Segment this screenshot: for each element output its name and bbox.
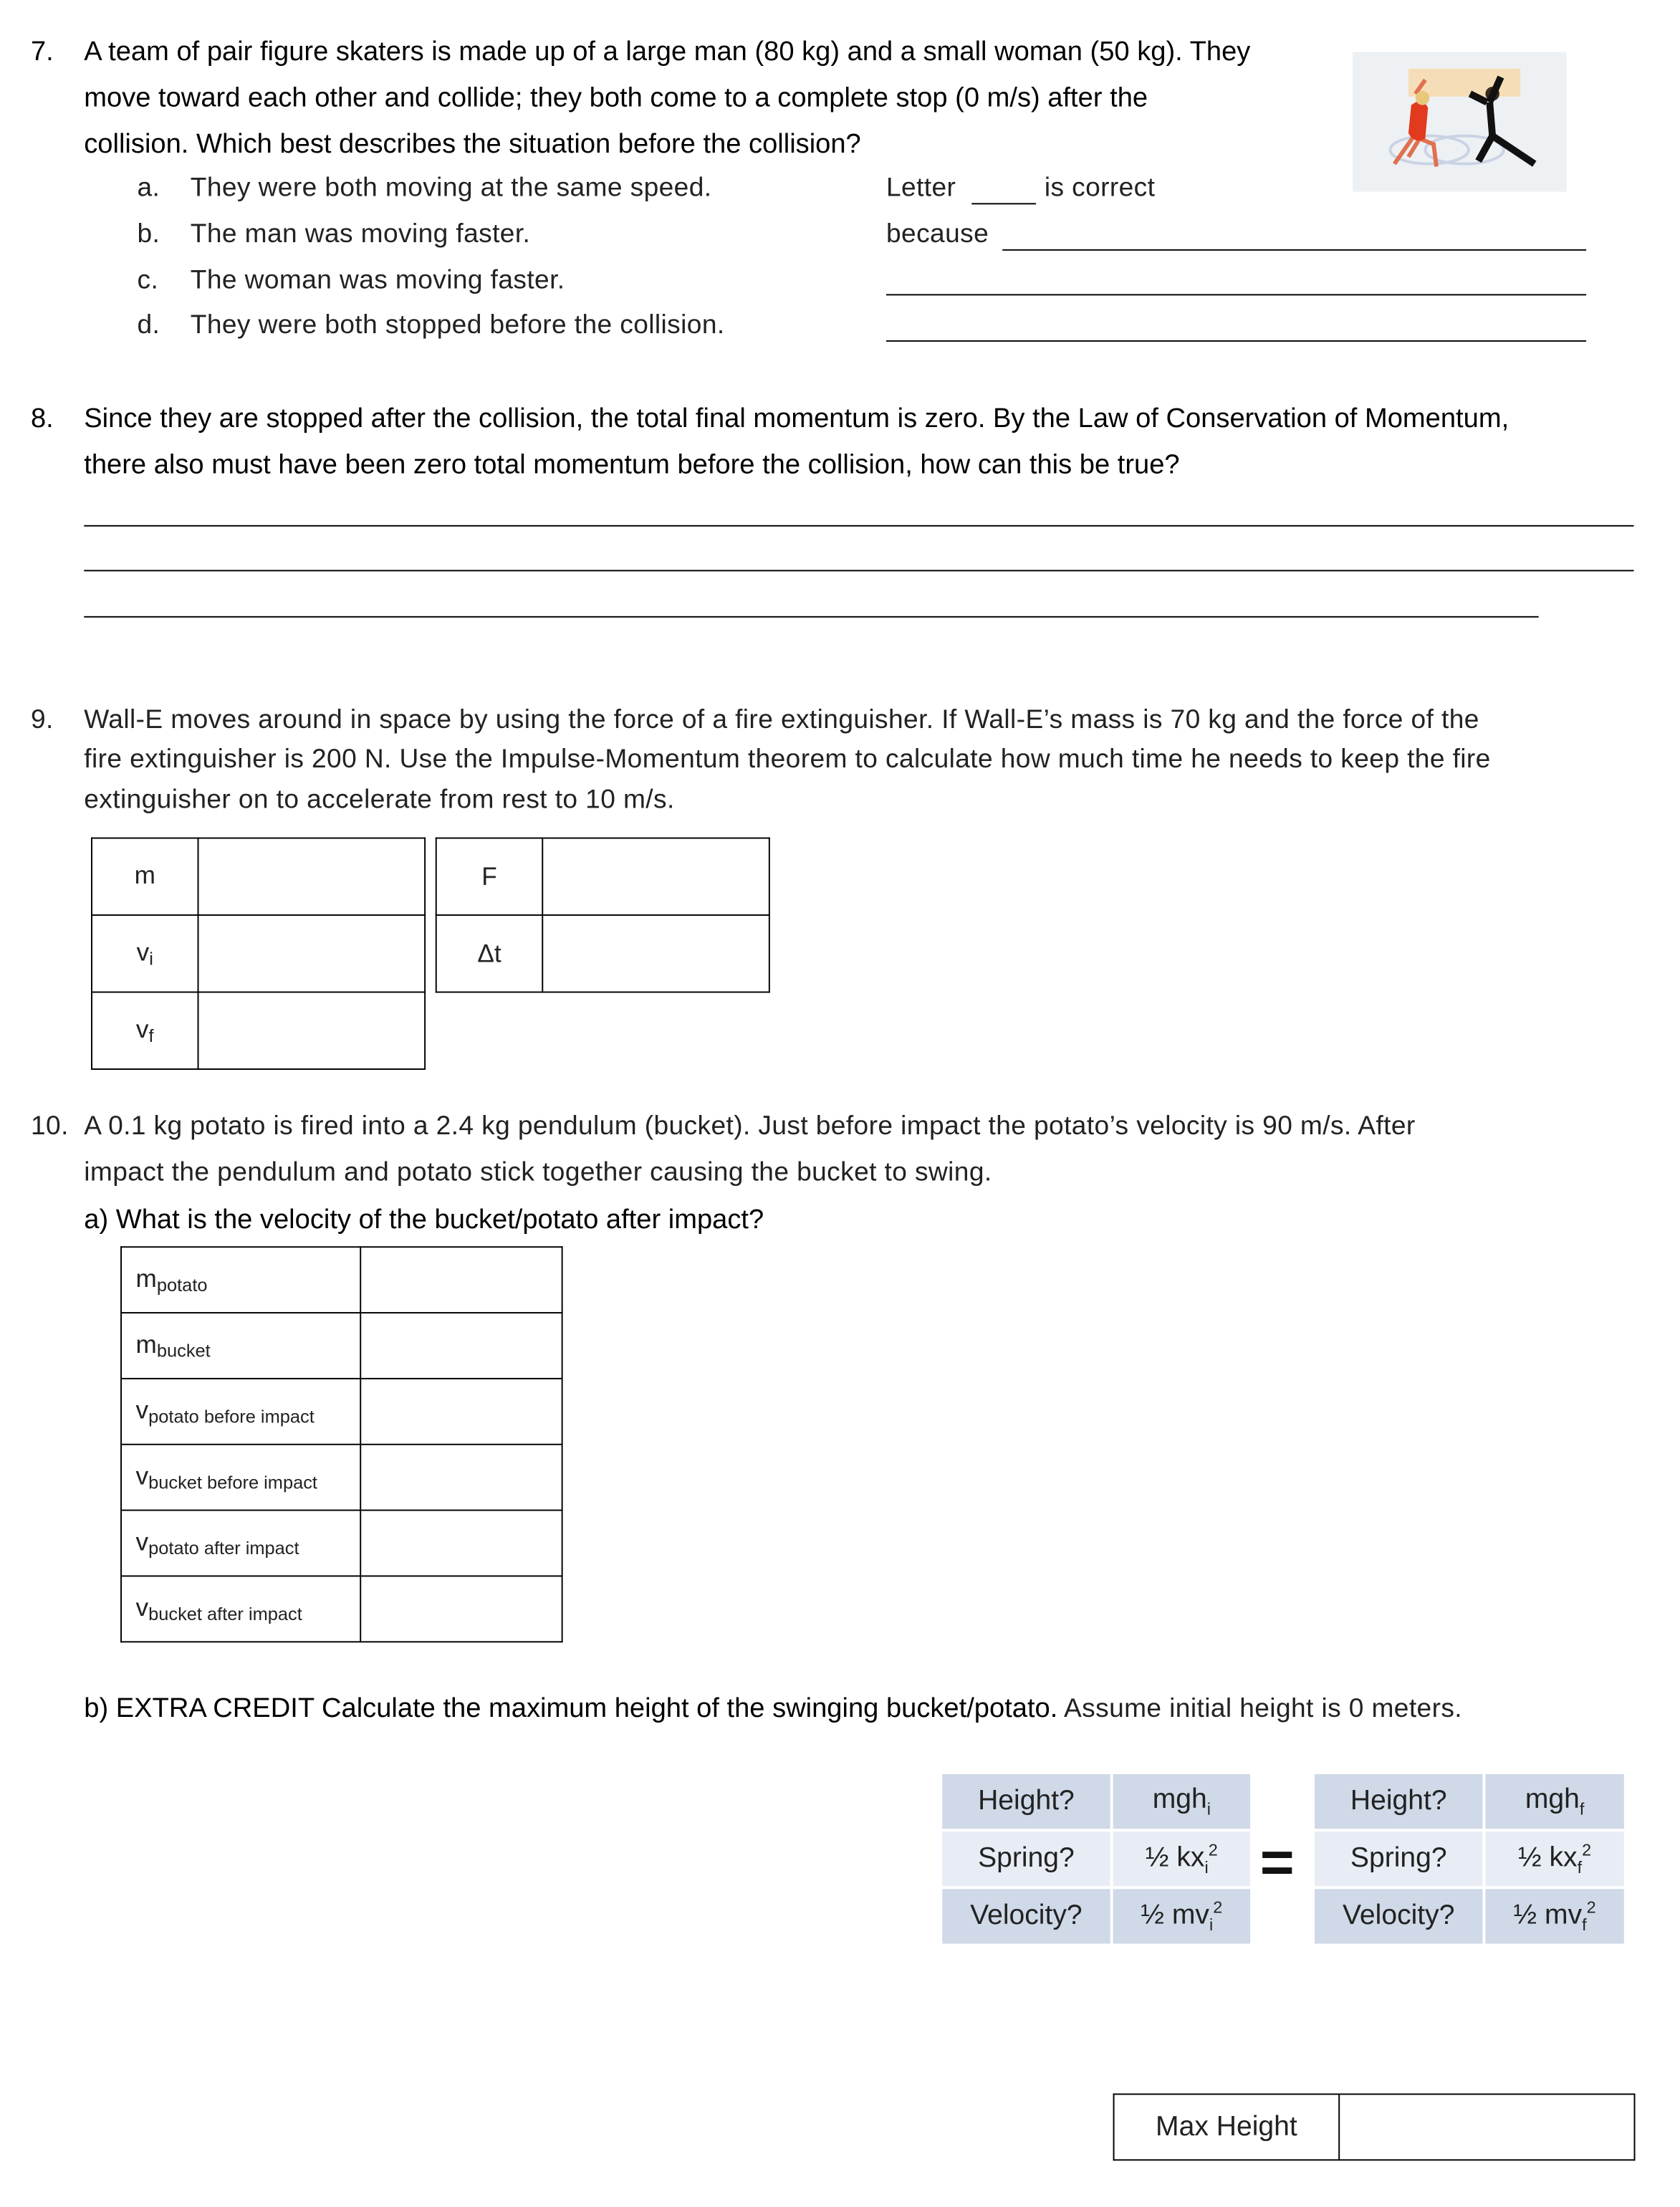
var-label: $v_{bucket before impact}$ xyxy=(121,1445,360,1511)
energy-formula: mgh$_i$ xyxy=(1113,1774,1251,1829)
letter-answer-blank[interactable] xyxy=(971,203,1036,204)
q7-line-2: move toward each other and collide; they both come to a complete stop (0 m/s) after the xyxy=(84,82,1148,114)
answer-line[interactable] xyxy=(84,616,1538,618)
equals-sign: = xyxy=(1259,1829,1295,1895)
energy-label: Spring? xyxy=(942,1832,1110,1886)
answer-cell[interactable] xyxy=(542,838,769,915)
option-letter: a. xyxy=(137,173,160,204)
is-correct-label: is correct xyxy=(1044,173,1156,204)
var-vi: $v_i$ xyxy=(92,915,198,992)
energy-formula: mgh$_f$ xyxy=(1485,1774,1623,1829)
answer-line[interactable] xyxy=(886,294,1586,295)
option-text: They were both stopped before the collision. xyxy=(190,310,725,340)
q9-line-2: fire extinguisher is 200 N. Use the Impulse-Momentum theorem to calculate how much time he needs to keep the fire xyxy=(84,745,1491,775)
max-height-label: Max Height xyxy=(1114,2095,1340,2160)
q10-part-b xyxy=(84,1693,1462,1725)
energy-formula: ½ $mv_f^2$ xyxy=(1485,1889,1623,1943)
option-text: They were both moving at the same speed. xyxy=(190,173,712,204)
letter-label: Letter xyxy=(886,173,956,204)
var-vf: $v_f$ xyxy=(92,992,198,1069)
answer-cell[interactable] xyxy=(198,915,426,992)
option-text: The man was moving faster. xyxy=(190,219,531,249)
answer-line[interactable] xyxy=(886,340,1586,342)
part-b-bold: b) EXTRA CREDIT Calculate the maximum height of the swinging bucket/potato. xyxy=(84,1693,1058,1724)
max-height-table xyxy=(1113,2094,1636,2161)
option-letter: b. xyxy=(137,219,160,249)
answer-cell[interactable] xyxy=(360,1576,562,1642)
max-height-answer-cell[interactable] xyxy=(1339,2095,1634,2160)
answer-cell[interactable] xyxy=(360,1379,562,1445)
var-label: $v_{potato before impact}$ xyxy=(121,1379,360,1445)
energy-formula: ½ $kx_f^2$ xyxy=(1485,1832,1623,1886)
q10-line-1: A 0.1 kg potato is fired into a 2.4 kg pendulum (bucket). Just before impact the potato’s velocity is 90 m/s. After xyxy=(84,1111,1416,1141)
q10-part-a: a) What is the velocity of the bucket/potato after impact? xyxy=(84,1204,764,1235)
answer-line[interactable] xyxy=(84,570,1633,571)
part-b-rest: Assume initial height is 0 meters. xyxy=(1057,1694,1463,1724)
var-m: m xyxy=(92,838,198,915)
answer-cell[interactable] xyxy=(198,838,426,915)
answer-cell[interactable] xyxy=(360,1247,562,1313)
energy-formula: ½ $mv_i^2$ xyxy=(1113,1889,1251,1943)
answer-line[interactable] xyxy=(84,525,1633,527)
q8-line-2: there also must have been zero total momentum before the collision, how can this be true? xyxy=(84,449,1180,481)
energy-table-final xyxy=(1312,1771,1627,1946)
option-letter: d. xyxy=(137,310,160,340)
q7-number: 7. xyxy=(30,36,54,67)
q9-unknown-table xyxy=(436,838,770,993)
figure-skaters-image xyxy=(1353,52,1567,191)
q10-line-2: impact the pendulum and potato stick together causing the bucket to swing. xyxy=(84,1158,992,1188)
q9-number: 9. xyxy=(30,705,54,735)
q10-table xyxy=(120,1246,563,1642)
energy-label: Height? xyxy=(942,1774,1110,1829)
q8-line-1: Since they are stopped after the collision, the total final momentum is zero. By the Law of Conservation of Momentum, xyxy=(84,403,1509,434)
q9-line-3: extinguisher on to accelerate from rest to 10 m/s. xyxy=(84,785,675,815)
var-force: F xyxy=(436,838,543,915)
var-label: $m_{potato}$ xyxy=(121,1247,360,1313)
answer-cell[interactable] xyxy=(198,992,426,1069)
energy-label: Velocity? xyxy=(1315,1889,1483,1943)
answer-cell[interactable] xyxy=(360,1445,562,1511)
q10-number: 10. xyxy=(30,1111,69,1141)
answer-cell[interactable] xyxy=(542,915,769,992)
var-label: $m_{bucket}$ xyxy=(121,1313,360,1379)
var-label: $v_{potato after impact}$ xyxy=(121,1511,360,1576)
var-label: $v_{bucket after impact}$ xyxy=(121,1576,360,1642)
q9-given-table xyxy=(91,838,426,1070)
option-letter: c. xyxy=(137,266,159,296)
answer-cell[interactable] xyxy=(360,1313,562,1379)
energy-label: Spring? xyxy=(1315,1832,1483,1886)
energy-label: Velocity? xyxy=(942,1889,1110,1943)
energy-formula: ½ $kx_i^2$ xyxy=(1113,1832,1251,1886)
because-label: because xyxy=(886,219,989,249)
energy-table-initial xyxy=(939,1771,1253,1946)
q7-line-1: A team of pair figure skaters is made up of a large man (80 kg) and a small woman (50 kg). They xyxy=(84,36,1251,67)
energy-label: Height? xyxy=(1315,1774,1483,1829)
var-delta-t: Δt xyxy=(436,915,543,992)
q9-line-1: Wall-E moves around in space by using the force of a fire extinguisher. If Wall-E’s mass is 70 kg and the force of the xyxy=(84,705,1479,735)
answer-cell[interactable] xyxy=(360,1511,562,1576)
q8-number: 8. xyxy=(30,403,54,434)
option-text: The woman was moving faster. xyxy=(190,266,565,296)
answer-line[interactable] xyxy=(1002,249,1586,251)
q7-line-3: collision. Which best describes the situation before the collision? xyxy=(84,128,861,160)
